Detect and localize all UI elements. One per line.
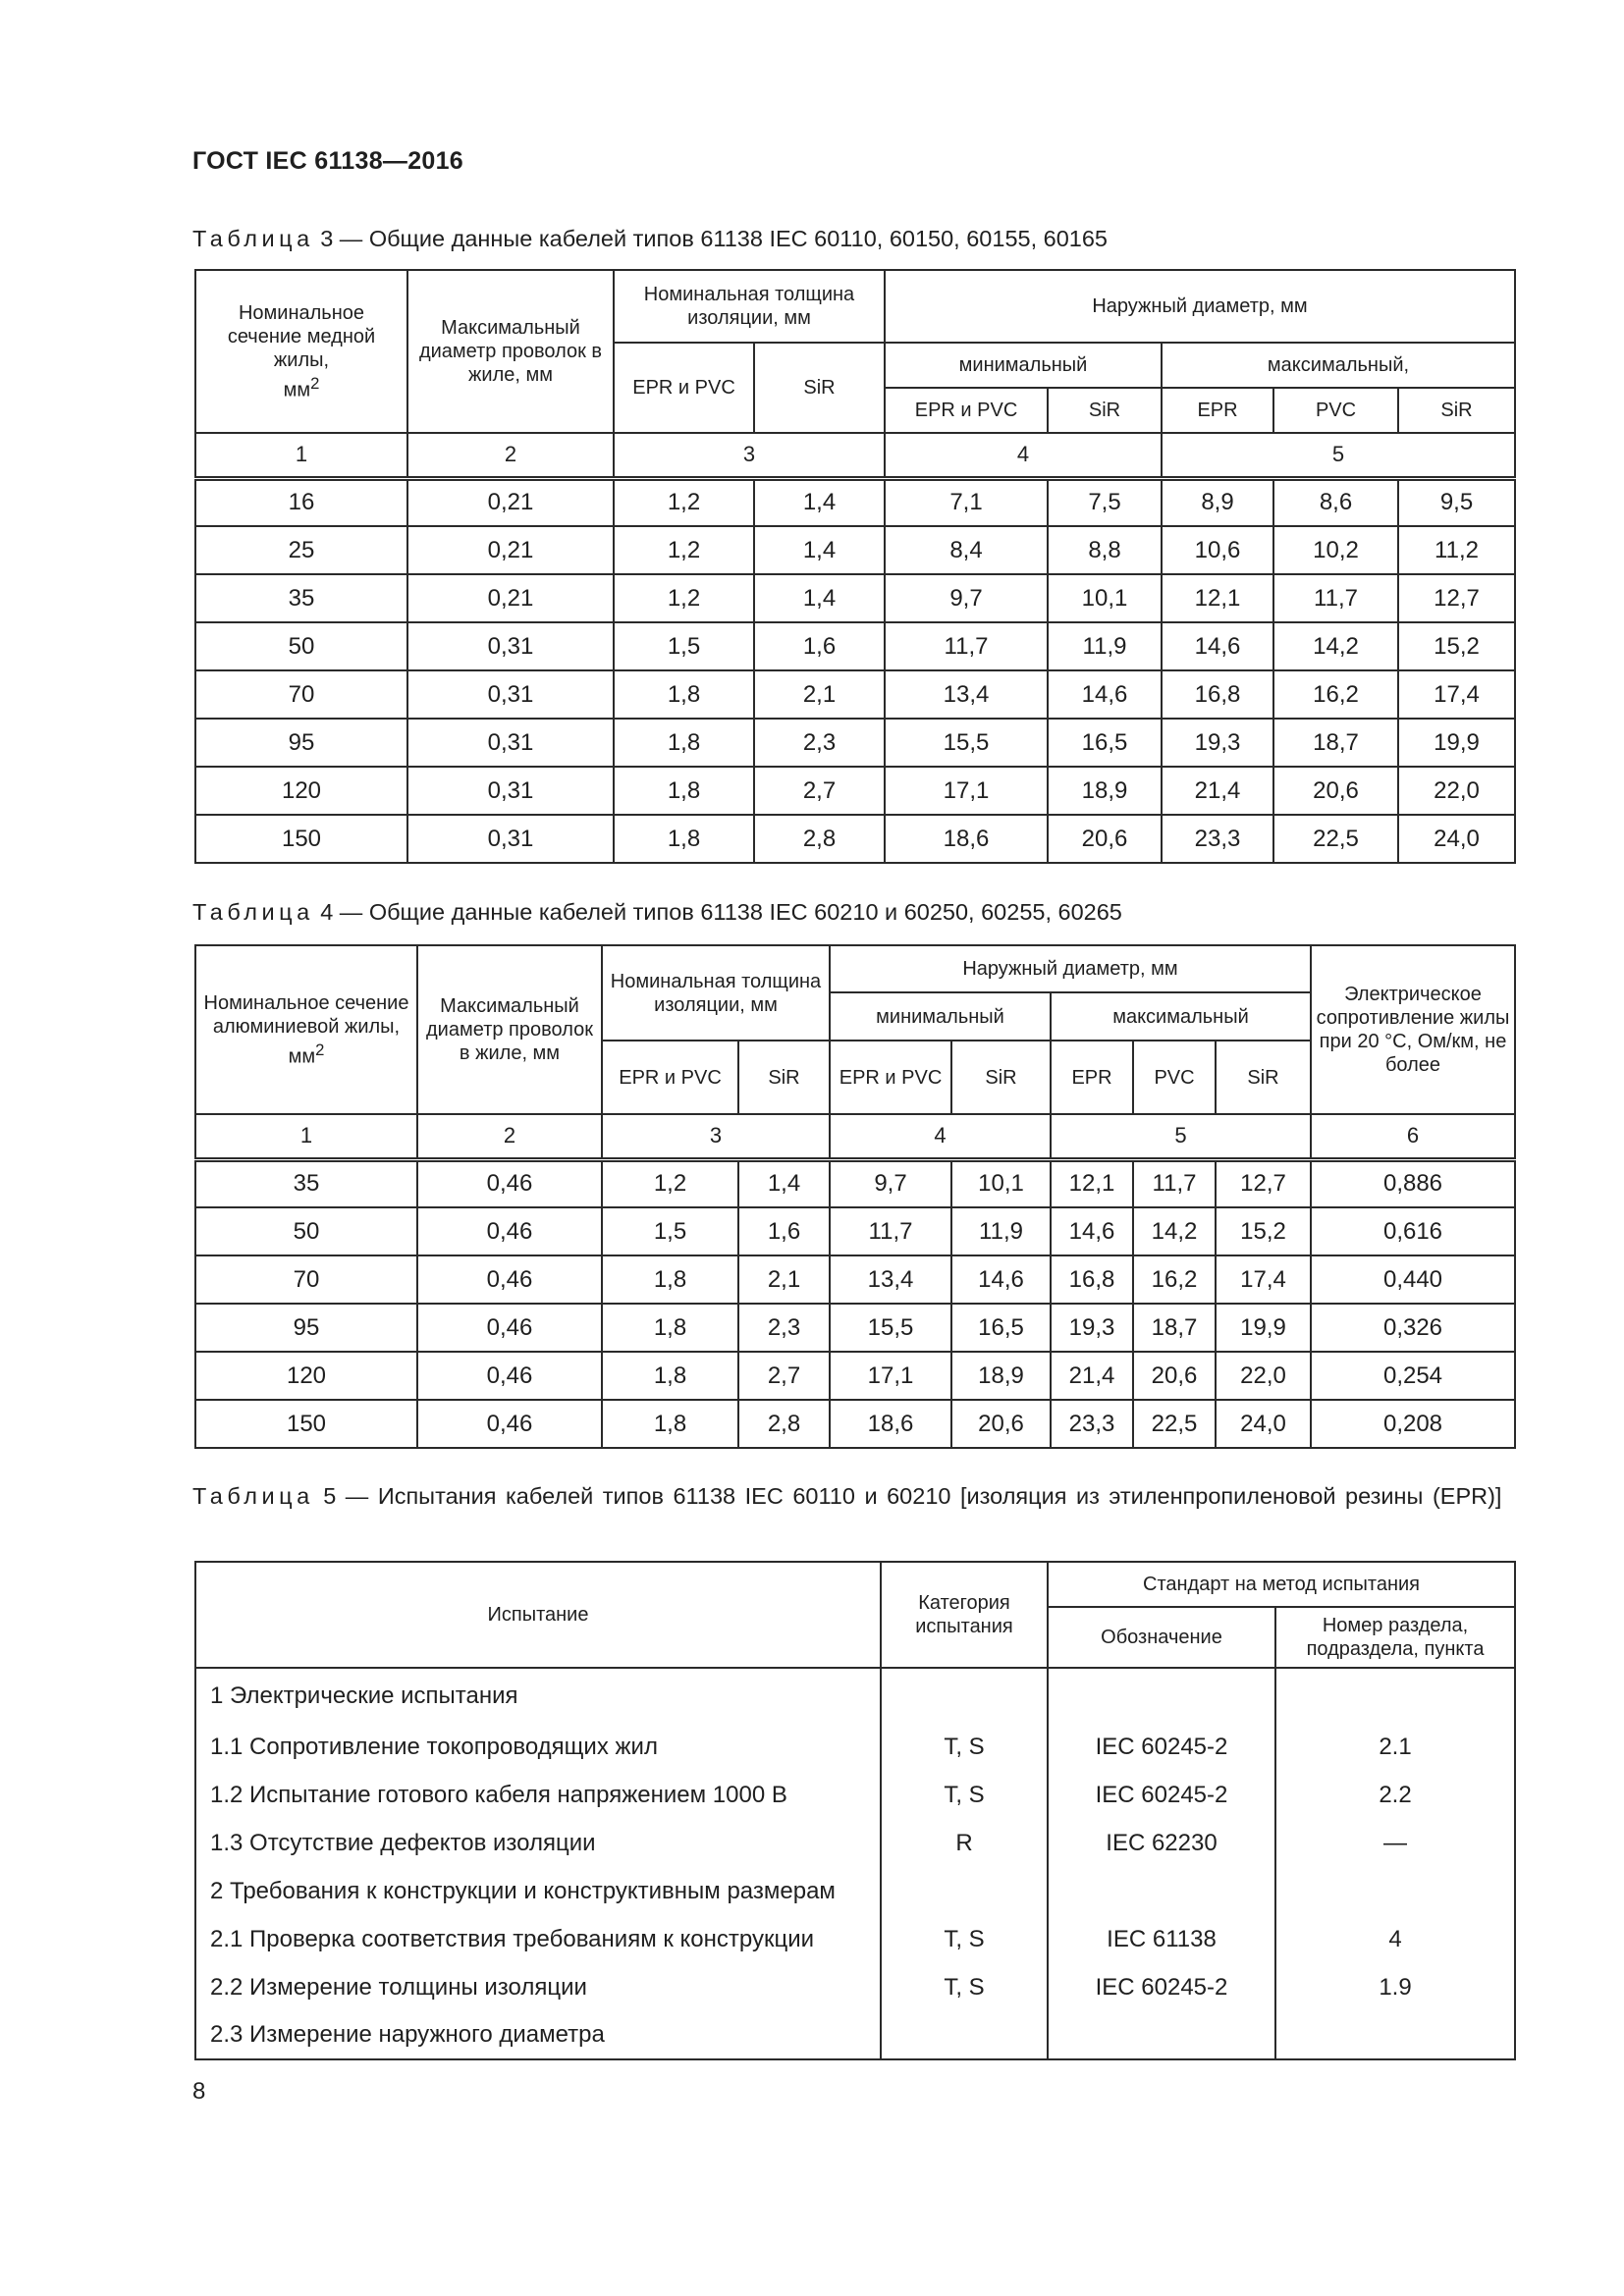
- table-row: [195, 1723, 1515, 1771]
- table-cell: 1,5: [614, 622, 754, 670]
- table5-header-section: Номер раздела, подраздела, пункта: [1275, 1607, 1515, 1668]
- table-cell: 8,9: [1162, 478, 1273, 526]
- page-number: 8: [192, 2078, 206, 2105]
- table-cell: 0,46: [417, 1159, 602, 1207]
- table-cell: 17,4: [1216, 1255, 1311, 1304]
- table-row: [195, 767, 1515, 815]
- table-cell: 20,6: [951, 1400, 1051, 1448]
- table-cell: 16,8: [1051, 1255, 1133, 1304]
- table-cell: 120: [195, 1352, 417, 1400]
- table-cell: 95: [195, 719, 407, 767]
- table-cell: 20,6: [1048, 815, 1162, 863]
- table-cell: 150: [195, 815, 407, 863]
- table-cell: 2,3: [738, 1304, 830, 1352]
- table-cell: 16,2: [1133, 1255, 1216, 1304]
- table-cell: 12,1: [1051, 1159, 1133, 1207]
- table-cell: 14,6: [951, 1255, 1051, 1304]
- table-row: [195, 2011, 1515, 2059]
- table-cell: 70: [195, 1255, 417, 1304]
- table-cell: 22,5: [1133, 1400, 1216, 1448]
- table-row: [195, 1668, 1515, 1723]
- table-cell: 0,326: [1311, 1304, 1515, 1352]
- table-cell: [1275, 1668, 1515, 1723]
- table-cell: T, S: [881, 1915, 1048, 1963]
- table-row: [195, 1867, 1515, 1915]
- table3-header-max-epr: EPR: [1162, 388, 1273, 433]
- table-cell: 11,2: [1398, 526, 1515, 574]
- table4-colnum: 6: [1311, 1114, 1515, 1159]
- table-cell: 8,6: [1273, 478, 1398, 526]
- table3-colnum: 3: [614, 433, 885, 478]
- table4-header-max-diameter: Максимальный диаметр проволок в жиле, мм: [417, 945, 602, 1114]
- table-cell: 14,6: [1048, 670, 1162, 719]
- table-cell: 10,2: [1273, 526, 1398, 574]
- table3-header-max-sir: SiR: [1398, 388, 1515, 433]
- table-cell: 12,7: [1398, 574, 1515, 622]
- table-cell: [1048, 2011, 1275, 2059]
- table4-caption-text: 4 — Общие данные кабелей типов 61138 IEC 60210 и 60250, 60255, 60265: [320, 899, 1122, 925]
- table-row: [195, 1159, 1515, 1207]
- table-cell: 1,8: [602, 1255, 738, 1304]
- table-cell: 22,0: [1398, 767, 1515, 815]
- table-cell: 1,8: [602, 1352, 738, 1400]
- table5-caption: [192, 1480, 1514, 1512]
- table-cell: 19,3: [1051, 1304, 1133, 1352]
- table-cell: 1,2: [614, 526, 754, 574]
- table-cell: 10,1: [951, 1159, 1051, 1207]
- table4-colnum: 4: [830, 1114, 1051, 1159]
- table-cell: 0,440: [1311, 1255, 1515, 1304]
- table-cell: 50: [195, 1207, 417, 1255]
- table4: [194, 944, 1516, 1449]
- table-cell: 15,2: [1216, 1207, 1311, 1255]
- table-cell: 1,2: [614, 574, 754, 622]
- table5-caption-label: Таблица: [192, 1483, 314, 1509]
- table-row: [195, 1400, 1515, 1448]
- table-cell: 14,6: [1051, 1207, 1133, 1255]
- table-cell: IEC 61138: [1048, 1915, 1275, 1963]
- table-cell: [1048, 1867, 1275, 1915]
- table-cell: IEC 60245-2: [1048, 1723, 1275, 1771]
- table3-header-maximal: максимальный,: [1162, 343, 1515, 388]
- table-cell: 11,7: [1133, 1159, 1216, 1207]
- table-cell: —: [1275, 1819, 1515, 1867]
- document-code: ГОСТ IEC 61138—2016: [192, 147, 464, 175]
- table-cell: 19,9: [1216, 1304, 1311, 1352]
- table3-colnum: 2: [407, 433, 614, 478]
- table-cell: 0,21: [407, 574, 614, 622]
- table-row: [195, 1207, 1515, 1255]
- table-cell: 9,7: [830, 1159, 951, 1207]
- table3-header-min-sir: SiR: [1048, 388, 1162, 433]
- table-cell: 1,4: [738, 1159, 830, 1207]
- table-cell: 23,3: [1051, 1400, 1133, 1448]
- table-row: [195, 815, 1515, 863]
- table-cell: 150: [195, 1400, 417, 1448]
- table-cell: 0,46: [417, 1304, 602, 1352]
- test-name: 1 Электрические испытания: [195, 1668, 881, 1723]
- table-cell: 22,5: [1273, 815, 1398, 863]
- table-cell: 2,3: [754, 719, 885, 767]
- table-cell: 16: [195, 478, 407, 526]
- table-cell: 16,5: [951, 1304, 1051, 1352]
- table-cell: 0,886: [1311, 1159, 1515, 1207]
- table-cell: 1,8: [614, 815, 754, 863]
- table-cell: 2.2: [1275, 1771, 1515, 1819]
- table-cell: 18,9: [951, 1352, 1051, 1400]
- table4-header-maximal: максимальный: [1051, 992, 1311, 1041]
- table4-header-outer-diameter: Наружный диаметр, мм: [830, 945, 1311, 992]
- table-cell: 95: [195, 1304, 417, 1352]
- table-cell: 1,8: [602, 1400, 738, 1448]
- table-cell: 10,1: [1048, 574, 1162, 622]
- table-cell: [881, 1668, 1048, 1723]
- table-cell: 18,7: [1133, 1304, 1216, 1352]
- table-row: [195, 478, 1515, 526]
- table4-header-max-sir: SiR: [1216, 1041, 1311, 1114]
- table-cell: 2,8: [738, 1400, 830, 1448]
- table4-header-epr-pvc: EPR и PVC: [602, 1041, 738, 1114]
- table-cell: 7,5: [1048, 478, 1162, 526]
- table-cell: 21,4: [1051, 1352, 1133, 1400]
- table-cell: 16,2: [1273, 670, 1398, 719]
- table-cell: 18,7: [1273, 719, 1398, 767]
- table5: [194, 1561, 1516, 2060]
- table-cell: 70: [195, 670, 407, 719]
- table-row: [195, 719, 1515, 767]
- table-cell: 0,31: [407, 622, 614, 670]
- table-cell: 35: [195, 574, 407, 622]
- table-cell: R: [881, 1819, 1048, 1867]
- table-cell: [881, 2011, 1048, 2059]
- table-cell: 2,8: [754, 815, 885, 863]
- table3-body: [195, 478, 1515, 863]
- table3-header-outer-diameter: Наружный диаметр, мм: [885, 270, 1515, 343]
- table3-caption-text: 3 — Общие данные кабелей типов 61138 IEC 60110, 60150, 60155, 60165: [320, 226, 1108, 251]
- table4-colnum: 3: [602, 1114, 830, 1159]
- table-cell: 4: [1275, 1915, 1515, 1963]
- table-cell: 9,5: [1398, 478, 1515, 526]
- table-cell: [1048, 1668, 1275, 1723]
- table-cell: 7,1: [885, 478, 1048, 526]
- table-cell: 1,8: [614, 719, 754, 767]
- table-cell: 25: [195, 526, 407, 574]
- table-cell: IEC 60245-2: [1048, 1771, 1275, 1819]
- table-cell: 1,8: [602, 1304, 738, 1352]
- table-cell: 9,7: [885, 574, 1048, 622]
- table-row: [195, 622, 1515, 670]
- table-cell: 1,4: [754, 574, 885, 622]
- table-cell: 16,8: [1162, 670, 1273, 719]
- table-cell: T, S: [881, 1963, 1048, 2011]
- table-row: [195, 1915, 1515, 1963]
- table-cell: 0,46: [417, 1400, 602, 1448]
- table-row: [195, 574, 1515, 622]
- table-cell: IEC 62230: [1048, 1819, 1275, 1867]
- table-cell: [881, 1867, 1048, 1915]
- table4-header-min-sir: SiR: [951, 1041, 1051, 1114]
- table-cell: 0,46: [417, 1255, 602, 1304]
- table3-colnum: 4: [885, 433, 1162, 478]
- table3-caption: [192, 223, 1514, 254]
- test-name: 2.2 Измерение толщины изоляции: [195, 1963, 881, 2011]
- table-cell: 24,0: [1398, 815, 1515, 863]
- table-cell: 0,31: [407, 767, 614, 815]
- table-cell: 2,1: [754, 670, 885, 719]
- table-cell: 18,6: [885, 815, 1048, 863]
- table-cell: 22,0: [1216, 1352, 1311, 1400]
- table-row: [195, 1352, 1515, 1400]
- table-cell: 1,8: [614, 670, 754, 719]
- table-cell: 12,7: [1216, 1159, 1311, 1207]
- table-cell: 13,4: [885, 670, 1048, 719]
- table4-header-cross-section: Номинальное сечение алюминиевой жилы, $мм^2$: [195, 945, 417, 1114]
- table-cell: 1,2: [602, 1159, 738, 1207]
- table-cell: 0,31: [407, 719, 614, 767]
- table-cell: 0,208: [1311, 1400, 1515, 1448]
- table-cell: 0,21: [407, 478, 614, 526]
- table4-colnum: 1: [195, 1114, 417, 1159]
- table-row: [195, 1255, 1515, 1304]
- table4-header-sir: SiR: [738, 1041, 830, 1114]
- table5-body: [195, 1668, 1515, 2059]
- table3-header-epr-pvc: EPR и PVC: [614, 343, 754, 433]
- table-cell: T, S: [881, 1771, 1048, 1819]
- table-cell: 21,4: [1162, 767, 1273, 815]
- table-cell: 14,2: [1133, 1207, 1216, 1255]
- table-cell: 1.9: [1275, 1963, 1515, 2011]
- table-cell: 10,6: [1162, 526, 1273, 574]
- table-cell: 16,5: [1048, 719, 1162, 767]
- table-cell: 12,1: [1162, 574, 1273, 622]
- table-cell: IEC 60245-2: [1048, 1963, 1275, 2011]
- table-cell: 0,21: [407, 526, 614, 574]
- table-cell: 2,7: [738, 1352, 830, 1400]
- table-cell: T, S: [881, 1723, 1048, 1771]
- table-cell: 17,4: [1398, 670, 1515, 719]
- table-cell: 15,5: [885, 719, 1048, 767]
- table-cell: 50: [195, 622, 407, 670]
- table-cell: 1,4: [754, 478, 885, 526]
- table4-colnum: 2: [417, 1114, 602, 1159]
- table-cell: 2.1: [1275, 1723, 1515, 1771]
- table-cell: 18,6: [830, 1400, 951, 1448]
- table5-header-designation: Обозначение: [1048, 1607, 1275, 1668]
- table3-header-max-pvc: PVC: [1273, 388, 1398, 433]
- table-cell: 18,9: [1048, 767, 1162, 815]
- test-name: 1.1 Сопротивление токопроводящих жил: [195, 1723, 881, 1771]
- table-cell: 17,1: [885, 767, 1048, 815]
- table3: [194, 269, 1516, 864]
- table-cell: 0,254: [1311, 1352, 1515, 1400]
- table-cell: 0,616: [1311, 1207, 1515, 1255]
- table4-header-max-pvc: PVC: [1133, 1041, 1216, 1114]
- table4-caption-label: Таблица: [192, 899, 314, 925]
- table4-colnum: 5: [1051, 1114, 1311, 1159]
- table4-header-max-epr: EPR: [1051, 1041, 1133, 1114]
- table4-header-insulation: Номинальная толщина изоляции, мм: [602, 945, 830, 1041]
- table-row: [195, 526, 1515, 574]
- table-cell: 11,7: [885, 622, 1048, 670]
- table5-caption-text: 5 — Испытания кабелей типов 61138 IEC 60110 и 60210 [изоляция из этиленпропиленовой резины (EPR)]: [323, 1483, 1502, 1509]
- table-cell: 1,8: [614, 767, 754, 815]
- table-cell: 13,4: [830, 1255, 951, 1304]
- table5-header-test: Испытание: [195, 1562, 881, 1668]
- table-cell: 0,46: [417, 1207, 602, 1255]
- table3-colnum: 1: [195, 433, 407, 478]
- table3-header-sir: SiR: [754, 343, 885, 433]
- test-name: 2 Требования к конструкции и конструктивным размерам: [195, 1867, 881, 1915]
- table-cell: 19,9: [1398, 719, 1515, 767]
- table-row: [195, 1304, 1515, 1352]
- test-name: 2.3 Измерение наружного диаметра: [195, 2011, 881, 2059]
- table-cell: 14,6: [1162, 622, 1273, 670]
- table3-header-minimal: минимальный: [885, 343, 1162, 388]
- table-cell: 1,5: [602, 1207, 738, 1255]
- table-cell: 35: [195, 1159, 417, 1207]
- table-cell: 15,5: [830, 1304, 951, 1352]
- test-name: 1.2 Испытание готового кабеля напряжением 1000 В: [195, 1771, 881, 1819]
- table-cell: 11,9: [951, 1207, 1051, 1255]
- table4-header-min-epr-pvc: EPR и PVC: [830, 1041, 951, 1114]
- table-row: [195, 670, 1515, 719]
- table-cell: 1,4: [754, 526, 885, 574]
- table-row: [195, 1819, 1515, 1867]
- table-cell: 8,8: [1048, 526, 1162, 574]
- table-cell: 11,9: [1048, 622, 1162, 670]
- table-cell: 23,3: [1162, 815, 1273, 863]
- table-cell: 1,6: [754, 622, 885, 670]
- table3-header-max-diameter: Максимальный диаметр проволок в жиле, мм: [407, 270, 614, 433]
- table-cell: 11,7: [1273, 574, 1398, 622]
- test-name: 2.1 Проверка соответствия требованиям к конструкции: [195, 1915, 881, 1963]
- table-cell: 11,7: [830, 1207, 951, 1255]
- table4-header-minimal: минимальный: [830, 992, 1051, 1041]
- table-cell: 24,0: [1216, 1400, 1311, 1448]
- table4-header-resistance: Электрическое сопротивление жилы при 20 °C, Ом/км, не более: [1311, 945, 1515, 1114]
- table3-header-min-epr-pvc: EPR и PVC: [885, 388, 1048, 433]
- table4-caption: [192, 896, 1514, 928]
- table-cell: [1275, 1867, 1515, 1915]
- test-name: 1.3 Отсутствие дефектов изоляции: [195, 1819, 881, 1867]
- table5-header-category: Категория испытания: [881, 1562, 1048, 1668]
- table-cell: 1,2: [614, 478, 754, 526]
- table-cell: 2,1: [738, 1255, 830, 1304]
- table-cell: 120: [195, 767, 407, 815]
- table5-header-standard: Стандарт на метод испытания: [1048, 1562, 1515, 1607]
- table-cell: [1275, 2011, 1515, 2059]
- table-cell: 19,3: [1162, 719, 1273, 767]
- table-cell: 0,31: [407, 815, 614, 863]
- table3-header-cross-section: Номинальное сечение медной жилы, $мм^2$: [195, 270, 407, 433]
- table3-colnum: 5: [1162, 433, 1515, 478]
- table3-header-insulation: Номинальная толщина изоляции, мм: [614, 270, 885, 343]
- table-cell: 20,6: [1133, 1352, 1216, 1400]
- table-cell: 20,6: [1273, 767, 1398, 815]
- table-row: [195, 1963, 1515, 2011]
- table-cell: 15,2: [1398, 622, 1515, 670]
- table-cell: 0,31: [407, 670, 614, 719]
- table-cell: 14,2: [1273, 622, 1398, 670]
- table-row: [195, 1771, 1515, 1819]
- table-cell: 1,6: [738, 1207, 830, 1255]
- table4-body: [195, 1159, 1515, 1448]
- table-cell: 2,7: [754, 767, 885, 815]
- table3-caption-label: Таблица: [192, 226, 314, 251]
- table-cell: 0,46: [417, 1352, 602, 1400]
- table-cell: 8,4: [885, 526, 1048, 574]
- table-cell: 17,1: [830, 1352, 951, 1400]
